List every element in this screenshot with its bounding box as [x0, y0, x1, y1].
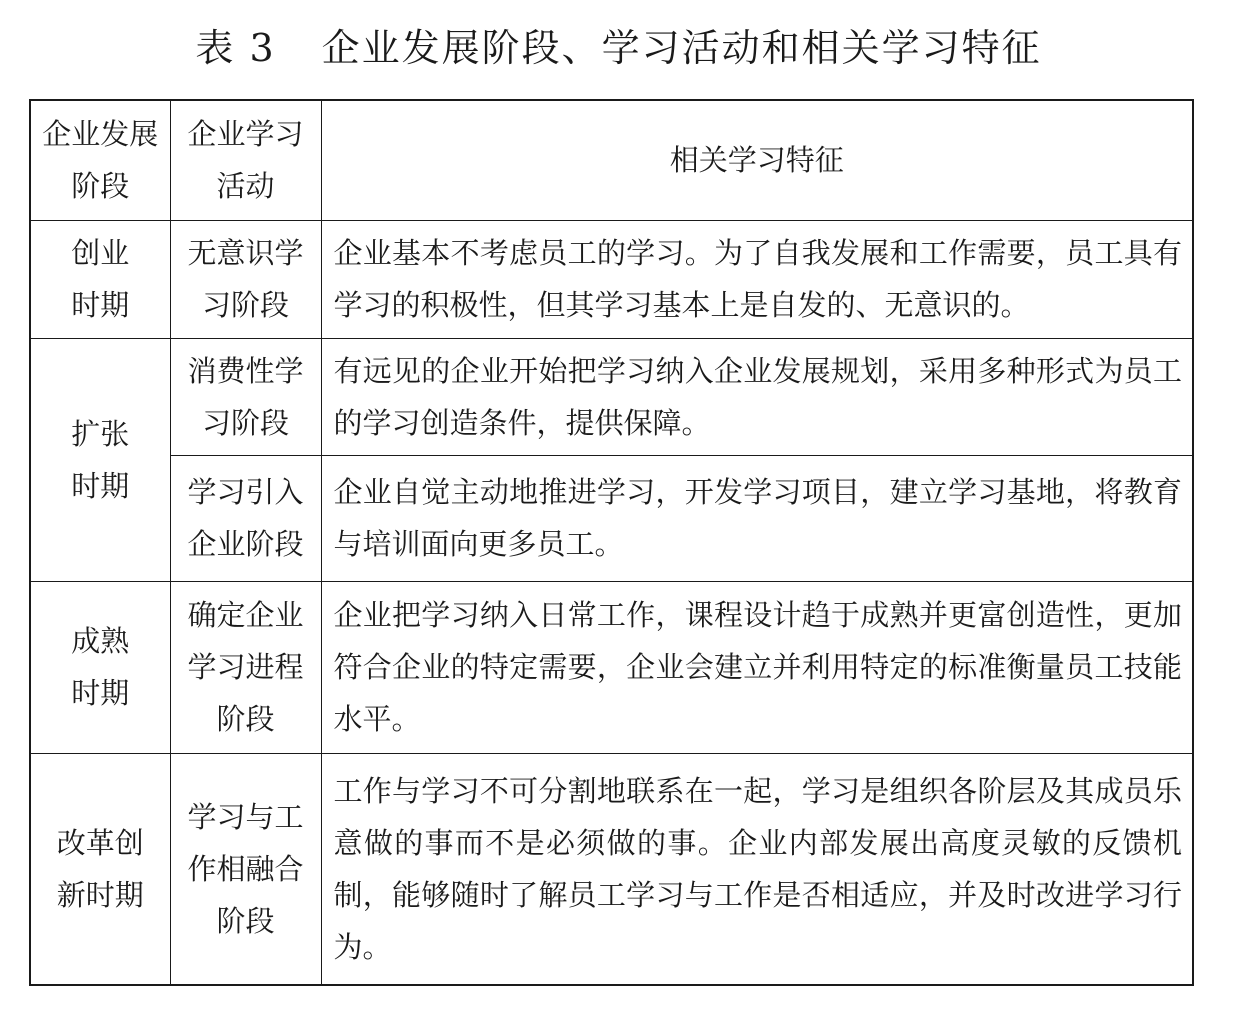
table-row [30, 581, 1193, 753]
table-title: 企业发展阶段、学习活动和相关学习特征 [321, 26, 1042, 70]
activity-cell: 无意识学习阶段 [170, 220, 321, 338]
header-feature: 相关学习特征 [321, 100, 1193, 220]
feature-cell: 企业自觉主动地推进学习，开发学习项目，建立学习基地，将教育与培训面向更多员工。 [321, 455, 1193, 581]
table-row [30, 220, 1193, 338]
activity-cell: 确定企业学习进程阶段 [170, 581, 321, 753]
feature-cell: 企业把学习纳入日常工作，课程设计趋于成熟并更富创造性，更加符合企业的特定需要，企业会建立并利用特定的标准衡量员工技能水平。 [321, 581, 1193, 753]
header-stage: 企业发展阶段 [30, 100, 170, 220]
header-activity: 企业学习活动 [170, 100, 321, 220]
feature-cell: 企业基本不考虑员工的学习。为了自我发展和工作需要，员工具有学习的积极性，但其学习基本上是自发的、无意识的。 [321, 220, 1193, 338]
activity-cell: 学习与工作相融合阶段 [170, 753, 321, 985]
stage-cell: 扩张时期 [30, 338, 170, 581]
table-row [30, 753, 1193, 985]
feature-cell: 有远见的企业开始把学习纳入企业发展规划，采用多种形式为员工的学习创造条件，提供保障。 [321, 338, 1193, 455]
stage-cell: 成熟时期 [30, 581, 170, 753]
stage-cell: 创业时期 [30, 220, 170, 338]
stage-cell: 改革创新时期 [30, 753, 170, 985]
activity-cell: 消费性学习阶段 [170, 338, 321, 455]
stage-learning-table [29, 99, 1194, 986]
table-row [30, 338, 1193, 455]
table-header-row [30, 100, 1193, 220]
feature-cell: 工作与学习不可分割地联系在一起，学习是组织各阶层及其成员乐意做的事而不是必须做的事。企业内部发展出高度灵敏的反馈机制，能够随时了解员工学习与工作是否相适应，并及时改进学习行为。 [321, 753, 1193, 985]
table-caption [0, 18, 1237, 78]
table-number: 表 3 [195, 26, 276, 70]
table-row [30, 455, 1193, 581]
activity-cell: 学习引入企业阶段 [170, 455, 321, 581]
